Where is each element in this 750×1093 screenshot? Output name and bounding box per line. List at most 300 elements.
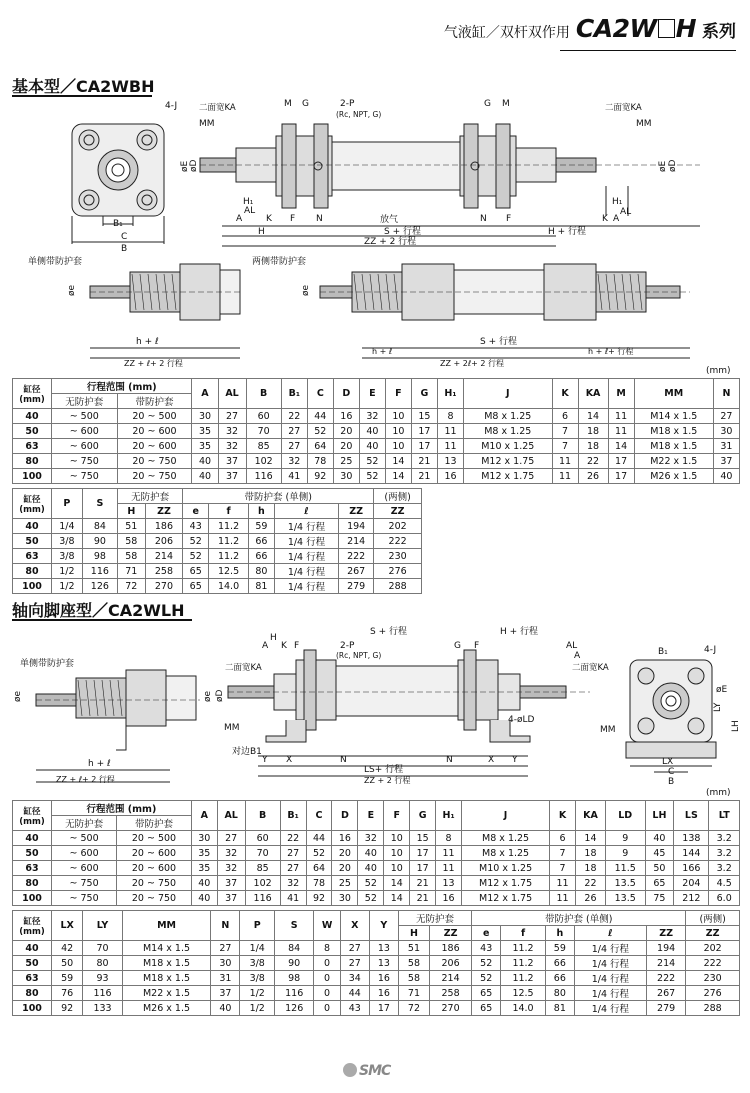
table-cell: 21 (410, 876, 436, 891)
svg-text:øe: øe (67, 284, 77, 296)
svg-text:N: N (480, 214, 487, 224)
svg-text:MM: MM (224, 723, 240, 733)
table-cell: 102 (246, 454, 281, 469)
table-cell: 20 ~ 600 (117, 861, 192, 876)
header-subtitle: 气液缸／双杆双作用 (443, 25, 570, 41)
table-cell: 58 (117, 549, 145, 564)
table-cell: 3/8 (240, 971, 275, 986)
table-cell: 13 (369, 956, 398, 971)
svg-text:H₁: H₁ (612, 197, 623, 207)
table-cell: 27 (340, 941, 369, 956)
table-cell: 20 ~ 600 (117, 439, 192, 454)
svg-text:K: K (281, 641, 287, 651)
table-cell: 258 (145, 564, 183, 579)
table-cell: 35 (191, 861, 217, 876)
table-cell: 14 (384, 891, 410, 906)
smc-logo-icon (343, 1063, 357, 1077)
svg-text:LH: LH (731, 720, 741, 732)
svg-text:øe: øe (13, 690, 23, 702)
table-cell: 20 ~ 750 (117, 891, 192, 906)
table-cell: 102 (245, 876, 280, 891)
table-cell: 18 (578, 439, 608, 454)
table-cell: 10 (384, 861, 410, 876)
svg-text:B: B (121, 244, 128, 254)
table-cell: M14 x 1.5 (122, 941, 211, 956)
table-cell: 20 ~ 750 (117, 469, 192, 484)
table-cell: 27 (281, 424, 307, 439)
svg-text:F: F (294, 641, 300, 651)
svg-text:N: N (316, 214, 323, 224)
table-cell: 100 (13, 1001, 52, 1016)
table-cell: 3.2 (709, 861, 740, 876)
table-cell: 44 (340, 986, 369, 1001)
table-cell: 258 (430, 986, 472, 1001)
label-4ld: 4-øLD (508, 715, 535, 725)
table-cell: 10 (385, 409, 411, 424)
table-cell: 7 (550, 861, 576, 876)
label-port: 2-P (340, 99, 355, 109)
table-row (13, 986, 740, 1001)
table-cell: 11.5 (605, 861, 645, 876)
table-cell: 100 (13, 579, 52, 594)
svg-text:H: H (258, 227, 265, 237)
table-cell: 98 (82, 549, 117, 564)
table-cell: 3/8 (52, 534, 83, 549)
table-cell: 17 (411, 439, 437, 454)
table-cell: ~ 750 (52, 454, 118, 469)
table-cell: 98 (274, 971, 313, 986)
section-title-foot: 轴向脚座型／CA2WLH (12, 601, 185, 620)
table-cell: 92 (307, 469, 333, 484)
table-cell: 214 (145, 549, 183, 564)
table-cell: 52 (358, 891, 384, 906)
label-ls-stroke: LS+ 行程 (364, 765, 404, 775)
svg-text:MM: MM (600, 725, 616, 735)
svg-text:N: N (446, 755, 453, 765)
table-cell: 58 (398, 956, 429, 971)
section-rule-foot (12, 619, 192, 621)
table-cell: 64 (306, 861, 332, 876)
table-cell: 270 (145, 579, 183, 594)
svg-text:B₁: B₁ (113, 219, 123, 229)
table-cell: 230 (686, 971, 740, 986)
svg-text:AL: AL (620, 207, 632, 217)
table-cell: M8 x 1.25 (464, 424, 552, 439)
table-cell: 138 (674, 831, 709, 846)
table-cell: 20 (332, 861, 358, 876)
svg-text:G: G (454, 641, 461, 651)
table-cell: 206 (430, 956, 472, 971)
label-one-side-boot: 单侧带防护套 (28, 257, 83, 267)
table-cell: 222 (686, 956, 740, 971)
table-cell: 37 (217, 876, 245, 891)
table-cell: 6.0 (709, 891, 740, 906)
label-one-side-boot-2: 单侧带防护套 (20, 659, 75, 669)
table-cell: 230 (374, 549, 422, 564)
table-cell: M8 x 1.25 (464, 409, 552, 424)
table-cell: 30 (333, 469, 359, 484)
table-cell: 40 (13, 831, 52, 846)
table-cell: 21 (411, 454, 437, 469)
table-cell: 204 (674, 876, 709, 891)
table-cell: 92 (306, 891, 332, 906)
table-cell: 52 (183, 534, 209, 549)
table-cell: 92 (52, 1001, 83, 1016)
table-cell: 50 (13, 956, 52, 971)
svg-text:h + ℓ: h + ℓ (372, 347, 393, 356)
table-cell: 32 (218, 424, 246, 439)
svg-text:X: X (488, 755, 495, 765)
table-cell: 50 (13, 534, 52, 549)
table-cell: 40 (358, 846, 384, 861)
table-cell: 26 (576, 891, 606, 906)
table-cell: M12 x 1.75 (464, 454, 552, 469)
header-model: CA2W H (575, 14, 696, 43)
table-cell: 72 (398, 1001, 429, 1016)
table-cell: 43 (183, 519, 209, 534)
table-cell: 16 (369, 986, 398, 1001)
table-cell: 51 (117, 519, 145, 534)
table-cell: 9 (605, 846, 645, 861)
svg-text:øD: øD (215, 689, 225, 702)
table-cell: 116 (274, 986, 313, 1001)
table-cell: 37 (218, 454, 246, 469)
table-cell: 65 (472, 1001, 501, 1016)
table-cell: 20 ~ 750 (117, 876, 192, 891)
table-cell: 52 (359, 469, 385, 484)
svg-text:F: F (290, 214, 296, 224)
label-4j: 4-J (165, 101, 178, 111)
table-cell: 25 (332, 876, 358, 891)
table-cell: 85 (245, 861, 280, 876)
table-cell: 60 (246, 409, 281, 424)
table-cell: 27 (218, 409, 246, 424)
table-cell: 20 ~ 500 (117, 831, 192, 846)
table-cell: 40 (192, 454, 218, 469)
table-cell: 288 (686, 1001, 740, 1016)
table-cell: 116 (246, 469, 281, 484)
table-cell: 31 (211, 971, 240, 986)
svg-text:N: N (340, 755, 347, 765)
table-cell: 6 (552, 409, 578, 424)
table-cell: 75 (645, 891, 674, 906)
unit-label-2: (mm) (706, 788, 731, 798)
table-cell: 70 (83, 941, 122, 956)
table-cell: M26 x 1.5 (634, 469, 713, 484)
table-cell: 116 (82, 564, 117, 579)
table-cell: 15 (411, 409, 437, 424)
table-cell: 1/2 (240, 986, 275, 1001)
table-cell: 84 (82, 519, 117, 534)
table-cell: 11 (550, 891, 576, 906)
table-row (13, 534, 422, 549)
svg-text:H₁: H₁ (243, 197, 254, 207)
svg-text:A: A (613, 214, 620, 224)
table-cell: 52 (472, 971, 501, 986)
table-cell: 17 (410, 846, 436, 861)
table-cell: 40 (211, 1001, 240, 1016)
table-cell: 66 (545, 956, 574, 971)
table-cell: 1/4 行程 (574, 986, 646, 1001)
table-cell: 59 (52, 971, 83, 986)
table-cell: 65 (183, 579, 209, 594)
table-cell: 90 (274, 956, 313, 971)
table-row (13, 831, 740, 846)
table-cell: 12.5 (501, 986, 546, 1001)
table-cell: 52 (472, 956, 501, 971)
table-cell: 65 (183, 564, 209, 579)
table-cell: 58 (117, 534, 145, 549)
table-cell: 0 (314, 1001, 340, 1016)
table-cell: 40 (13, 519, 52, 534)
table-cell: 126 (82, 579, 117, 594)
table-cell: 52 (358, 876, 384, 891)
table-cell: 70 (246, 424, 281, 439)
table-cell: 276 (686, 986, 740, 1001)
table-cell: 84 (274, 941, 313, 956)
table-cell: 3/8 (240, 956, 275, 971)
table-cell: 21 (410, 891, 436, 906)
table-cell: 194 (646, 941, 685, 956)
table-cell: 126 (274, 1001, 313, 1016)
table-cell: 22 (281, 409, 307, 424)
table-row (13, 891, 740, 906)
table-cell: 63 (13, 971, 52, 986)
table-cell: 22 (578, 454, 608, 469)
label-ka-right: 二面宽KA (605, 103, 642, 113)
table-cell: 63 (13, 861, 52, 876)
svg-text:LY: LY (713, 702, 723, 712)
table-cell: 17 (369, 1001, 398, 1016)
table-cell: 3.2 (709, 831, 740, 846)
table-cell: 10 (384, 846, 410, 861)
table-cell: 0 (314, 956, 340, 971)
table-cell: 276 (374, 564, 422, 579)
table-cell: 14.0 (209, 579, 249, 594)
table-cell: 40 (13, 409, 52, 424)
svg-text:G: G (484, 99, 491, 109)
table-cell: 20 (332, 846, 358, 861)
svg-text:MM: MM (636, 119, 652, 129)
table-cell: 30 (191, 831, 217, 846)
table-cell: 22 (280, 831, 306, 846)
table-cell: 93 (83, 971, 122, 986)
table-cell: M18 x 1.5 (634, 424, 713, 439)
svg-text:M: M (502, 99, 510, 109)
svg-text:øD: øD (189, 159, 199, 172)
table-cell: 37 (218, 469, 246, 484)
svg-text:øe: øe (301, 284, 311, 296)
table-cell: 288 (374, 579, 422, 594)
header-rule (560, 50, 736, 51)
drawing-basic (0, 96, 750, 376)
table-cell: 20 (333, 439, 359, 454)
table-cell: 100 (13, 891, 52, 906)
table-cell: 1/4 行程 (574, 956, 646, 971)
table-cell: 17 (608, 469, 634, 484)
table-cell: 85 (246, 439, 281, 454)
svg-text:B: B (668, 777, 675, 787)
svg-text:h + ℓ: h + ℓ (88, 759, 111, 769)
section-title-basic: 基本型／CA2WBH (12, 77, 155, 96)
label-zz-2stroke-2: ZZ + 2 行程 (364, 776, 411, 785)
svg-text:h + ℓ: h + ℓ (136, 337, 159, 347)
table-cell: 1/4 行程 (274, 549, 338, 564)
table-cell: ~ 750 (52, 876, 117, 891)
label-zz-2stroke: ZZ + 2 行程 (364, 237, 417, 247)
label-s-stroke-2: S + 行程 (480, 337, 517, 347)
table-cell: 32 (218, 439, 246, 454)
table-cell: 1/4 行程 (574, 1001, 646, 1016)
table-cell: 116 (83, 986, 122, 1001)
table-row (13, 861, 740, 876)
table-cell: 20 ~ 600 (117, 424, 192, 439)
svg-text:A: A (236, 214, 243, 224)
label-h-l-stroke: h + ℓ+ 行程 (588, 347, 634, 356)
table-cell: 11.2 (209, 549, 249, 564)
table-cell: 10 (385, 439, 411, 454)
table-cell: 66 (248, 534, 274, 549)
table-cell: 1/2 (240, 1001, 275, 1016)
label-h-stroke: H + 行程 (548, 227, 587, 237)
table-cell: 214 (646, 956, 685, 971)
table-cell: 13 (437, 454, 463, 469)
table-cell: 50 (13, 846, 52, 861)
svg-text:øe: øe (203, 690, 213, 702)
table-cell: 12.5 (209, 564, 249, 579)
label-zz-2l-stroke: ZZ + 2ℓ+ 2 行程 (440, 359, 505, 368)
table-cell: 18 (576, 846, 606, 861)
table-cell: 40 (359, 439, 385, 454)
table-row (13, 971, 740, 986)
model-placeholder-box (658, 19, 675, 38)
table-cell: ~ 600 (52, 424, 118, 439)
table-cell: 11.2 (501, 941, 546, 956)
svg-text:H: H (270, 633, 277, 643)
table-cell: 52 (307, 424, 333, 439)
table-cell: 279 (646, 1001, 685, 1016)
table-cell: 71 (398, 986, 429, 1001)
table-cell: M26 x 1.5 (122, 1001, 211, 1016)
table-cell: 50 (645, 861, 674, 876)
table-cell: 35 (192, 424, 218, 439)
table-cell: 22 (576, 876, 606, 891)
header-series: 系列 (702, 22, 736, 42)
label-across-b1: 对边B1 (232, 747, 262, 757)
table-cell: 16 (332, 831, 358, 846)
table-cell: 66 (248, 549, 274, 564)
table-cell: 222 (374, 534, 422, 549)
svg-text:øD: øD (668, 159, 678, 172)
spec-table-1-body (13, 409, 740, 484)
table-cell: 7 (552, 439, 578, 454)
svg-text:MM: MM (199, 119, 215, 129)
table-cell: 17 (410, 861, 436, 876)
table-cell: 65 (472, 986, 501, 1001)
table-cell: 10 (385, 424, 411, 439)
table-cell: 58 (398, 971, 429, 986)
table-cell: 40 (192, 469, 218, 484)
table-cell: 18 (576, 861, 606, 876)
table-cell: 21 (411, 469, 437, 484)
svg-text:F: F (506, 214, 512, 224)
table-cell: 30 (211, 956, 240, 971)
table-cell: 14.0 (501, 1001, 546, 1016)
table-cell: 1/2 (52, 579, 83, 594)
table-cell: 31 (713, 439, 739, 454)
svg-text:A: A (574, 651, 581, 661)
table-cell: M12 x 1.75 (464, 469, 552, 484)
table-cell: 32 (358, 831, 384, 846)
table-cell: 0 (314, 986, 340, 1001)
table-cell: 40 (359, 424, 385, 439)
table-cell: 32 (217, 861, 245, 876)
table-cell: 166 (674, 861, 709, 876)
label-zz-l-2stroke: ZZ + ℓ+ 2 行程 (124, 359, 183, 368)
table-cell: 116 (245, 891, 280, 906)
label-port-2: 2-P (340, 641, 355, 651)
table-cell: 194 (339, 519, 374, 534)
table-cell: 40 (713, 469, 739, 484)
table-row (13, 564, 422, 579)
spec-table-2-body (13, 519, 422, 594)
svg-text:F: F (474, 641, 480, 651)
table-cell: 63 (13, 549, 52, 564)
table-cell: 11 (437, 439, 463, 454)
table-cell: 1/4 行程 (274, 579, 338, 594)
table-cell: M18 x 1.5 (634, 439, 713, 454)
table-cell: ~ 600 (52, 861, 117, 876)
table-cell: 80 (248, 564, 274, 579)
label-4j-2: 4-J (704, 645, 717, 655)
table-cell: 16 (333, 409, 359, 424)
page-header (444, 14, 736, 43)
svg-text:AL: AL (244, 206, 256, 216)
table-cell: 186 (145, 519, 183, 534)
table-cell: 80 (13, 876, 52, 891)
table-cell: 37 (713, 454, 739, 469)
table-cell: 72 (117, 579, 145, 594)
table-cell: 0 (314, 971, 340, 986)
spec-table-3-body (13, 831, 740, 906)
table-cell: 11 (552, 469, 578, 484)
svg-text:øE: øE (180, 160, 190, 172)
table-cell: 270 (430, 1001, 472, 1016)
table-cell: 43 (472, 941, 501, 956)
table-cell: 40 (13, 941, 52, 956)
table-cell: 50 (52, 956, 83, 971)
table-cell: ~ 500 (52, 409, 118, 424)
svg-text:C: C (121, 232, 128, 242)
table-cell: 222 (339, 549, 374, 564)
table-cell: 27 (713, 409, 739, 424)
table-cell: 4.5 (709, 876, 740, 891)
table-cell: 51 (398, 941, 429, 956)
table-cell: 32 (359, 409, 385, 424)
table-cell: M22 x 1.5 (634, 454, 713, 469)
table-cell: 20 ~ 600 (117, 846, 192, 861)
table-cell: 14 (608, 439, 634, 454)
label-port-note: (Rc, NPT, G) (336, 110, 382, 119)
table-cell: 7 (552, 424, 578, 439)
table-cell: 144 (674, 846, 709, 861)
table-cell: 52 (306, 846, 332, 861)
table-row (13, 469, 740, 484)
svg-text:Y: Y (262, 755, 268, 765)
table-cell: 44 (307, 409, 333, 424)
table-row (13, 454, 740, 469)
table-cell: 13.5 (605, 876, 645, 891)
